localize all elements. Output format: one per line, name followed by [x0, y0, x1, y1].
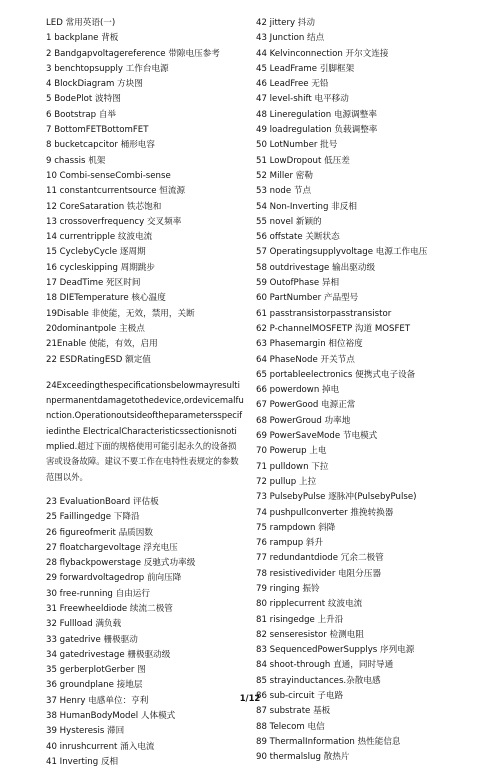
glossary-entry: 34 gatedrivestage 栅极驱动级: [46, 649, 171, 660]
glossary-entry: 42 jittery 抖动: [256, 18, 316, 28]
glossary-entry: 78 resistivedivider 电阻分压器: [256, 568, 382, 579]
glossary-entry: 43 Junction 结点: [256, 33, 325, 44]
glossary-entry: 12 CoreSataration 铁芯饱和: [46, 201, 162, 212]
glossary-entry: 55 novel 新颖的: [256, 216, 322, 227]
glossary-entry: 25 Faillingedge 下降沿: [46, 512, 140, 523]
glossary-entry: 4 BlockDiagram 方块图: [46, 79, 143, 90]
glossary-entry: 32 Fullload 满负载: [46, 619, 122, 630]
glossary-entry: 84 shoot-through 直通，同时导通: [256, 660, 394, 671]
glossary-list-right: [256, 16, 496, 766]
glossary-entry: 86 sub-circuit 子电路: [256, 691, 344, 702]
glossary-entry: 19Disable 非使能，无效，禁用，关断: [46, 308, 195, 319]
glossary-entry: 11 constantcurrentsource 恒流源: [46, 186, 186, 197]
glossary-entry: 61 passtransistorpasstransistor: [256, 308, 392, 319]
glossary-entry: 74 pushpullconverter 推挽转换器: [256, 507, 394, 518]
glossary-entry: 29 forwardvoltagedrop 前向压降: [46, 573, 182, 584]
glossary-entry: 33 gatedrive 栅极驱动: [46, 634, 138, 645]
glossary-entry: 79 ringing 振铃: [256, 583, 320, 594]
glossary-entry: 49 loadregulation 负载调整率: [256, 125, 378, 136]
glossary-entry: 47 level-shift 电平移动: [256, 94, 349, 105]
glossary-entry: 71 pulldown 下拉: [256, 461, 329, 472]
glossary-entry: 7 BottomFETBottomFET: [46, 125, 149, 136]
glossary-entry: 31 Freewheeldiode 续流二极管: [46, 603, 173, 614]
glossary-entry: 77 redundantdiode 冗余二极管: [256, 553, 384, 564]
glossary-entry: 76 rampup 斜升: [256, 538, 324, 549]
glossary-entry: 36 groundplane 接地层: [46, 680, 143, 691]
left-column: [46, 16, 246, 770]
glossary-entry: 17 DeadTime 死区时间: [46, 278, 141, 289]
glossary-entry: 88 Telecom 电信: [256, 721, 325, 732]
glossary-entry: 2 Bandgapvoltagereference 带隙电压参考: [46, 48, 220, 59]
glossary-entry: 37 Henry 电感单位：亨利: [46, 695, 149, 706]
glossary-entry: 44 Kelvinconnection 开尔文连接: [256, 48, 389, 59]
glossary-entry: 15 CyclebyCycle 逐周期: [46, 247, 146, 258]
glossary-entry: 80 ripplecurrent 纹波电流: [256, 599, 363, 610]
glossary-entry: 57 Operatingsupplyvoltage 电源工作电压: [256, 247, 428, 258]
glossary-entry: 60 PartNumber 产品型号: [256, 293, 359, 304]
glossary-entry: 39 Hysteresis 滞回: [46, 726, 125, 737]
glossary-entry: 50 LotNumber 批号: [256, 140, 338, 151]
glossary-entry: 40 inrushcurrent 涌入电流: [46, 741, 155, 752]
glossary-entry: 59 OutofPhase 异相: [256, 278, 340, 289]
glossary-entry: 53 node 节点: [256, 186, 312, 197]
glossary-entry: 48 Lineregulation 电源调整率: [256, 109, 377, 120]
glossary-entry: 38 HumanBodyModel 人体模式: [46, 711, 176, 722]
glossary-entry: 67 PowerGood 电源正常: [256, 400, 356, 411]
glossary-entry: 8 bucketcapcitor 桶形电容: [46, 140, 155, 151]
glossary-entry: 73 PulsebyPulse 逐脉冲(PulsebyPulse): [256, 492, 417, 503]
glossary-entry: 45 LeadFrame 引脚框架: [256, 63, 355, 74]
glossary-entry: 35 gerberplotGerber 图: [46, 665, 146, 676]
glossary-entry: 64 PhaseNode 开关节点: [256, 354, 355, 365]
glossary-entry: 75 rampdown 斜降: [256, 522, 336, 533]
glossary-entry: 1 backplane 背板: [46, 33, 119, 44]
glossary-entry: 46 LeadFree 无铅: [256, 79, 329, 90]
specification-note: 24Exceedingthespecificationsbelowmayresultinpermanentdamagetothedevice,ordevicemalfunction.Operationoutsideoftheparametersspecifiedinthe ElectricalCharacteristicssectionisnotimplied.超过下面的规格使用可能引起永久的设备损害或设备故障。建议不要工作在电特性表规定的参数范围以外。: [46, 379, 244, 482]
glossary-entry: 27 floatchargevoltage 浮充电压: [46, 542, 178, 553]
glossary-entry: 28 flybackpowerstage 反驰式功率级: [46, 558, 196, 569]
glossary-entry: 83 SequencedPowerSupplys 序列电源: [256, 645, 415, 656]
glossary-entry: 54 Non-Inverting 非反相: [256, 201, 357, 212]
glossary-entry: 66 powerdown 掉电: [256, 385, 340, 396]
glossary-entry: 68 PowerGroud 功率地: [256, 415, 351, 426]
glossary-entry: 69 PowerSaveMode 节电模式: [256, 431, 378, 442]
right-column: [256, 16, 496, 766]
glossary-entry: 14 currentripple 纹波电流: [46, 232, 153, 243]
glossary-entry: 90 thermalslug 散热片: [256, 752, 350, 763]
glossary-entry: 85 strayinductances.杂散电感: [256, 675, 381, 686]
glossary-entry: 58 outdrivestage 输出驱动级: [256, 262, 376, 273]
glossary-entry: 16 cycleskipping 周期跳步: [46, 262, 156, 273]
glossary-entry: 10 Combi-senseCombi-sense: [46, 170, 171, 181]
glossary-entry: 5 BodePlot 波特图: [46, 94, 121, 105]
glossary-entry: 20dominantpole 主极点: [46, 323, 145, 334]
glossary-entry: 56 offstate 关断状态: [256, 232, 340, 243]
glossary-entry: 52 Miller 密勒: [256, 170, 313, 181]
glossary-entry: 30 free-running 自由运行: [46, 588, 150, 599]
glossary-entry: 21Enable 使能，有效，启用: [46, 339, 158, 350]
glossary-list-a: [46, 31, 246, 368]
glossary-entry: 23 EvaluationBoard 评估板: [46, 496, 159, 507]
glossary-entry: 87 substrate 基板: [256, 706, 331, 717]
glossary-entry: 18 DIETemperature 核心温度: [46, 293, 166, 304]
glossary-entry: 22 ESDRatingESD 额定值: [46, 354, 151, 365]
glossary-entry: 6 Bootstrap 自举: [46, 109, 117, 120]
glossary-entry: 3 benchtopsupply 工作台电源: [46, 63, 169, 74]
glossary-entry: 41 Inverting 反相: [46, 756, 119, 767]
glossary-list-b: [46, 495, 246, 770]
glossary-entry: 65 portableelectronics 便携式电子设备: [256, 369, 416, 380]
glossary-entry: 70 Powerup 上电: [256, 446, 327, 457]
glossary-entry: 51 LowDropout 低压差: [256, 155, 350, 166]
glossary-entry: 63 Phasemargin 相位裕度: [256, 339, 363, 350]
glossary-entry: 81 risingedge 上升沿: [256, 614, 344, 625]
glossary-entry: 9 chassis 机架: [46, 155, 106, 166]
glossary-entry: 26 figureofmerit 品质因数: [46, 527, 153, 538]
glossary-entry: 13 crossoverfrequency 交叉频率: [46, 216, 182, 227]
glossary-entry: 72 pullup 上拉: [256, 476, 317, 487]
glossary-entry: 89 ThermalInformation 热性能信息: [256, 736, 401, 747]
document-title: LED 常用英语(一): [46, 18, 116, 28]
glossary-entry: 82 senseresistor 检测电阻: [256, 629, 364, 640]
glossary-entry: 62 P-channelMOSFETP 沟道 MOSFET: [256, 323, 411, 334]
page-number: 1/12: [239, 693, 261, 703]
